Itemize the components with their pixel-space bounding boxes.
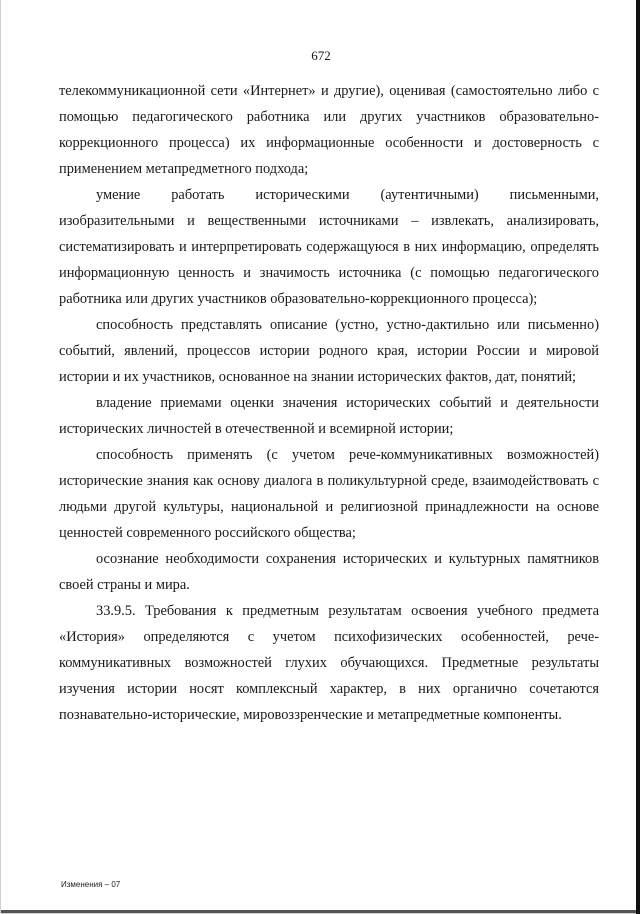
paragraph-section-33-9-5: 33.9.5. Требования к предметным результатам освоения учебного предмета «История» определяются с учетом психофизических особенностей, рече-коммуникативных возможностей глухих обучающихся. Предметные результаты изучения истории носят комплексный характер, в них органично сочетаются познавательно-исторические, мировоззренческие и метапредметные компоненты. xyxy=(59,603,599,723)
page-number: 672 xyxy=(311,48,331,63)
footer-revision: Изменения – 07 xyxy=(61,880,121,889)
paragraph-continuation: телекоммуникационной сети «Интернет» и другие), оценивая (самостоятельно либо с помощью педагогического работника или других участников образовательно-коррекционного процесса) их информационные особенности и достоверность с применением метапредметного подхода; xyxy=(59,83,599,177)
paragraph-evaluation-methods: владение приемами оценки значения исторических событий и деятельности исторических личностей в отечественной и всемирной истории; xyxy=(59,395,599,437)
paragraph-sources-skill: умение работать историческими (аутентичными) письменными, изобразительными и вещественными источниками – извлекать, анализировать, систематизировать и интерпретировать содержащуюся в них информацию, определять информационную ценность и значимость источника (с помощью педагогического работника или других участников образовательно-коррекционного процесса); xyxy=(59,187,599,307)
paragraph-preservation: осознание необходимости сохранения исторических и культурных памятников своей страны и мира. xyxy=(59,551,599,593)
paragraph-apply-knowledge: способность применять (с учетом рече-коммуникативных возможностей) исторические знания как основу диалога в поликультурной среде, взаимодействовать с людьми другой культуры, национальной и религиозной принадлежности на основе ценностей современного российского общества; xyxy=(59,447,599,541)
paragraph-description-ability: способность представлять описание (устно, устно-дактильно или письменно) событий, явлений, процессов истории родного края, истории России и мировой истории и их участников, основанное на знании исторических фактов, дат, понятий; xyxy=(59,317,599,385)
document-body xyxy=(59,78,599,728)
scan-edge-shadow xyxy=(636,0,640,914)
